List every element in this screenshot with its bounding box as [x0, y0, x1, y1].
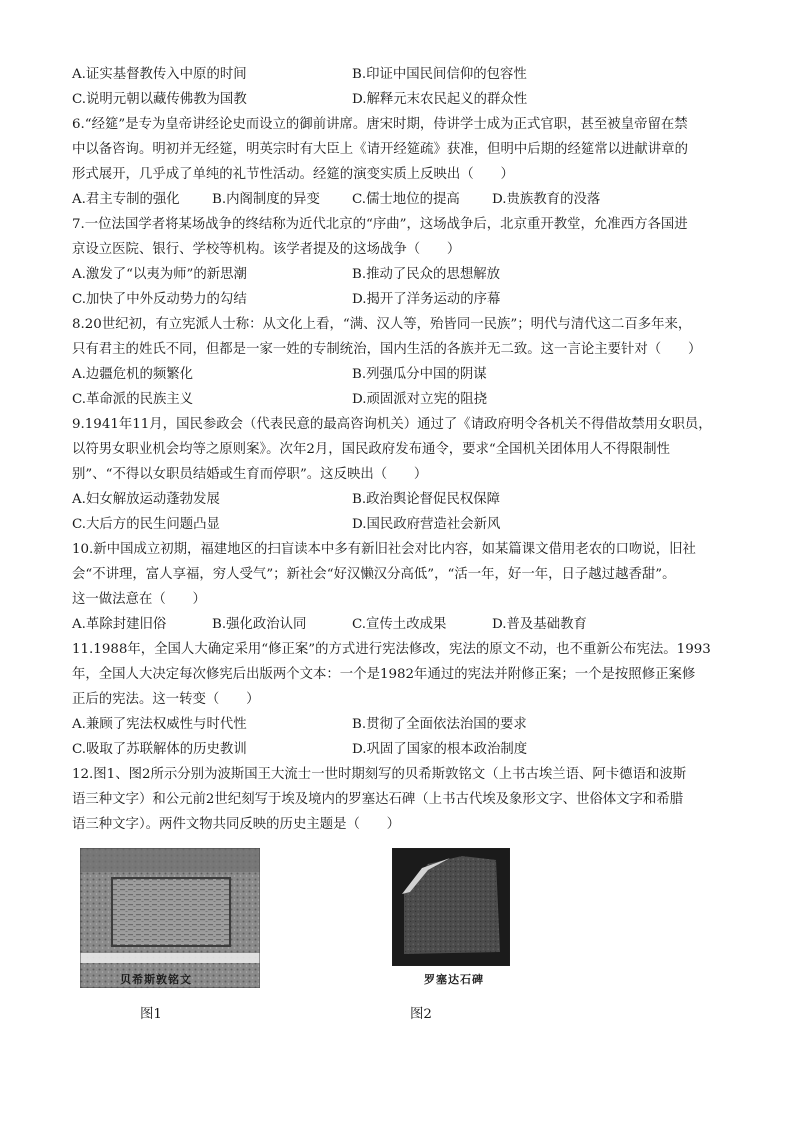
q6-option-a: A.君主专制的强化: [72, 192, 180, 207]
q12-stem-line-3: 语三种文字）。两件文物共同反映的历史主题是（ ）: [72, 817, 401, 832]
q5-option-d: D.解释元末农民起义的群众性: [352, 92, 528, 107]
q11-option-c: C.吸取了苏联解体的历史教训: [72, 742, 247, 757]
q7-option-a: A.激发了“以夷为师”的新思潮: [72, 267, 247, 282]
q9-stem-line-3: 别”、“不得以女职员结婚或生育而停职”。这反映出（ ）: [72, 467, 428, 482]
q11-option-d: D.巩固了国家的根本政治制度: [352, 742, 528, 757]
q9-option-c: C.大后方的民生问题凸显: [72, 517, 220, 532]
q12-stem-line-2: 语三种文字）和公元前2世纪刻写于埃及境内的罗塞达石碑（上书古代埃及象形文字、世俗体文字和希腊: [72, 792, 684, 807]
q11-stem-line-3: 正后的宪法。这一转变（ ）: [72, 692, 260, 707]
q10-stem-line-1: 10.新中国成立初期，福建地区的扫盲读本中多有新旧社会对比内容，如某篇课文借用老农的口吻说，旧社: [72, 542, 696, 557]
q6-option-d: D.贵族教育的没落: [492, 192, 601, 207]
figure-2-rosetta-stone: [392, 848, 510, 966]
q6-stem-line-1: 6.“经筵”是专为皇帝讲经论史而设立的御前讲席。唐宋时期，侍讲学士成为正式官职，甚至被皇帝留在禁: [72, 117, 688, 132]
q9-stem-line-1: 9.1941年11月，国民参政会（代表民意的最高咨询机关）通过了《请政府明令各机关不得借故禁用女职员，: [72, 417, 712, 432]
q9-option-b: B.政治舆论督促民权保障: [352, 492, 501, 507]
q7-option-c: C.加快了中外反动势力的勾结: [72, 292, 247, 307]
q8-option-d: D.顽固派对立宪的阻挠: [352, 392, 488, 407]
q6-option-c: C.儒士地位的提高: [352, 192, 460, 207]
q10-option-c: C.宣传土改成果: [352, 617, 447, 632]
q7-option-d: D.揭开了洋务运动的序幕: [352, 292, 501, 307]
q10-option-a: A.革除封建旧俗: [72, 617, 167, 632]
q9-stem-line-2: 以符男女职业机会均等之原则案》。次年2月，国民政府发布通令，要求“全国机关团体用人不得限制性: [72, 442, 670, 457]
q8-stem-line-1: 8.20世纪初，有立宪派人士称：从文化上看，“满、汉人等，殆皆同一民族”；明代与清代这二百多年来，: [72, 317, 692, 332]
q7-stem-line-2: 京设立医院、银行、学校等机构。该学者提及的这场战争（ ）: [72, 242, 461, 257]
figure-1-caption: 贝希斯敦铭文: [120, 973, 192, 986]
q9-option-a: A.妇女解放运动蓬勃发展: [72, 492, 220, 507]
q6-stem-line-3: 形式展开，几乎成了单纯的礼节性活动。经筵的演变实质上反映出（ ）: [72, 167, 514, 182]
q5-option-c: C.说明元朝以藏传佛教为国教: [72, 92, 247, 107]
figure-1-label: 图1: [140, 1007, 162, 1022]
q11-option-a: A.兼顾了宪法权威性与时代性: [72, 717, 247, 732]
q9-option-d: D.国民政府营造社会新风: [352, 517, 501, 532]
q11-stem-line-2: 年，全国人大决定每次修宪后出版两个文本：一个是1982年通过的宪法并附修正案；一个是按照修正案修: [72, 667, 696, 682]
q10-stem-line-3: 这一做法意在（ ）: [72, 592, 206, 607]
q10-option-d: D.普及基础教育: [492, 617, 587, 632]
q11-stem-line-1: 11.1988年，全国人大确定采用“修正案”的方式进行宪法修改，宪法的原文不动，也不重新公布宪法。1993: [72, 642, 711, 657]
q10-option-b: B.强化政治认同: [212, 617, 307, 632]
q6-stem-line-2: 中以备咨询。明初并无经筵，明英宗时有大臣上《请开经筵疏》获准，但明中后期的经筵常以进献讲章的: [72, 142, 688, 157]
q11-option-b: B.贯彻了全面依法治国的要求: [352, 717, 527, 732]
q8-option-a: A.边疆危机的频繁化: [72, 367, 194, 382]
figure-2-caption: 罗塞达石碑: [424, 973, 484, 986]
q5-option-b: B.印证中国民间信仰的包容性: [352, 67, 527, 82]
q10-stem-line-2: 会“不讲理，富人享福，穷人受气”；新社会“好汉懒汉分高低”，“活一年，好一年，日子越过越香甜”。: [72, 567, 676, 582]
q12-stem-line-1: 12.图1、图2所示分别为波斯国王大流士一世时期刻写的贝希斯敦铭文（上书古埃兰语、阿卡德语和波斯: [72, 767, 687, 782]
q7-stem-line-1: 7.一位法国学者将某场战争的终结称为近代北京的“序曲”，这场战争后，北京重开教堂，允准西方各国进: [72, 217, 688, 232]
q8-option-b: B.列强瓜分中国的阴谋: [352, 367, 487, 382]
q7-option-b: B.推动了民众的思想解放: [352, 267, 501, 282]
q8-stem-line-2: 只有君主的姓氏不同，但都是一家一姓的专制统治，国内生活的各族并无二致。这一言论主要针对（ ）: [72, 342, 702, 357]
q8-option-c: C.革命派的民族主义: [72, 392, 194, 407]
behistun-photo: [80, 848, 260, 988]
figure-2-label: 图2: [410, 1007, 432, 1022]
figure-1-behistun-inscription: [80, 848, 260, 988]
q5-option-a: A.证实基督教传入中原的时间: [72, 67, 247, 82]
q6-option-b: B.内阁制度的异变: [212, 192, 320, 207]
rosetta-stone-photo: [392, 848, 510, 966]
